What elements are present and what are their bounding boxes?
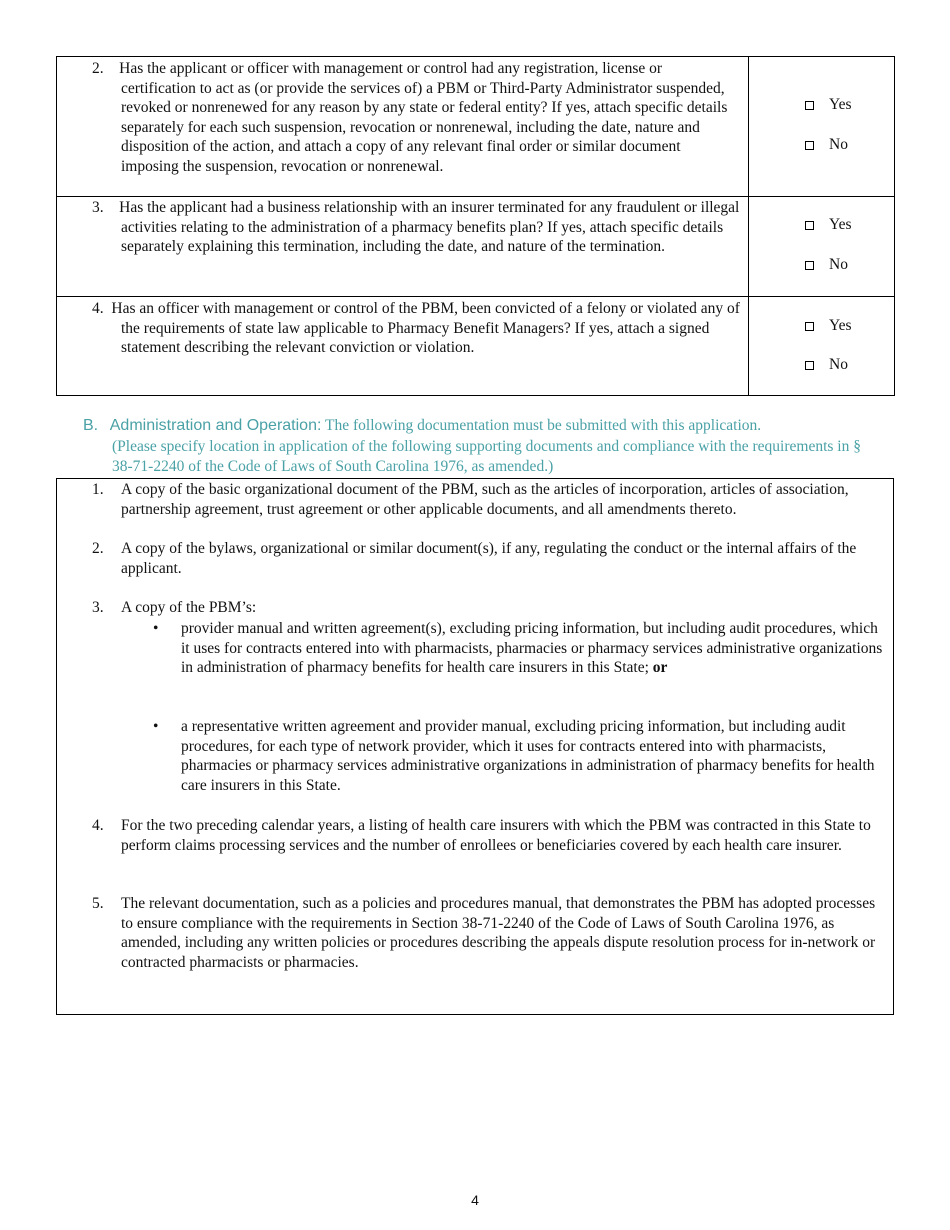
checkbox-icon[interactable] [805, 221, 814, 230]
item-number: 3. [92, 599, 104, 616]
bullet-text: a representative written agreement and provider manual, excluding pricing information, but including audit procedures, for each type of network provider, which it uses for contracts entered into with pharmacists, pharmacies or pharmacy services administrative organizations in administration of pharmacy benefits for health care insurers in this State. [181, 718, 875, 794]
yes-label: Yes [829, 96, 852, 114]
list-item [92, 539, 872, 578]
no-label: No [829, 356, 848, 374]
question-number: 2. [92, 60, 104, 77]
no-option[interactable] [805, 255, 894, 275]
question-row [57, 57, 895, 197]
question-number: 4. [92, 300, 104, 317]
question-text: Has the applicant had a business relationship with an insurer terminated for any fraudulent or illegal activities relating to the administration of a pharmacy benefits plan? If yes, attach specific details separately explaining this termination, including the date, and nature of the termination. [119, 199, 740, 256]
bullet-emphasis: or [652, 659, 668, 677]
item-number: 5. [92, 895, 104, 912]
list-item [92, 480, 886, 519]
section-b-header [83, 416, 883, 478]
checkbox-icon[interactable] [805, 322, 814, 331]
question-item [57, 57, 748, 177]
no-option[interactable] [805, 355, 894, 375]
question-cell [57, 297, 749, 396]
bullet-icon: • [153, 620, 159, 637]
yes-label: Yes [829, 216, 852, 234]
no-label: No [829, 256, 848, 274]
list-item [92, 598, 872, 618]
item-text: The relevant documentation, such as a policies and procedures manual, that demonstrates the PBM has adopted processes to ensure compliance with the requirements in Section 38-71-2240 of the Code of Laws of South Carolina 1976, as amended, including any written policies or procedures describing the appeals dispute resolution process for in-network or contracted pharmacists or pharmacies. [121, 895, 876, 971]
bullet-icon: • [153, 718, 159, 735]
checkbox-icon[interactable] [805, 361, 814, 370]
no-option[interactable] [805, 135, 894, 155]
page-number: 4 [471, 1192, 479, 1208]
item-number: 4. [92, 817, 104, 834]
section-note: (Please specify location in application of the following supporting documents and compliance with the requirements in § 38-71-2240 of the Code of Laws of South Carolina 1976, as amended.) [112, 437, 861, 475]
yes-option[interactable] [805, 215, 894, 235]
checkbox-icon[interactable] [805, 261, 814, 270]
question-text: Has the applicant or officer with management or control had any registration, license or certification to act as (or provide the services of) a PBM or Third-Party Administrator suspended, revoked or nonrenewed for any reason by any state or federal entity? If yes, attach specific details separately for each such suspension, revocation or nonrenewal, including the date, nature and disposition of the action, and attach a copy of any relevant final order or similar document imposing the suspension, revocation or nonrenewal. [119, 60, 728, 175]
yes-option[interactable] [805, 316, 894, 336]
list-item [92, 894, 886, 972]
question-cell [57, 197, 749, 297]
item-number: 1. [92, 481, 104, 498]
yes-label: Yes [829, 317, 852, 335]
question-item [57, 297, 748, 358]
bullet-item [153, 717, 888, 795]
section-intro: The following documentation must be submitted with this application. [325, 417, 762, 434]
section-heading: Administration and Operation: [109, 417, 322, 434]
bullet-item [153, 619, 888, 678]
question-number: 3. [92, 199, 104, 216]
item-number: 2. [92, 540, 104, 557]
questions-table [56, 56, 895, 396]
bullet-text: provider manual and written agreement(s), excluding pricing information, but including audit procedures, which it uses for contracts entered into with pharmacists, pharmacies or pharmacy services administrative organizations in administration of pharmacy benefits for health care insurers in this State; or [181, 620, 883, 677]
answer-cell [749, 297, 895, 396]
item-text: A copy of the basic organizational document of the PBM, such as the articles of incorporation, articles of association, partnership agreement, trust agreement or other applicable documents, and all amendments thereto. [121, 481, 849, 518]
question-text: Has an officer with management or control of the PBM, been convicted of a felony or violated any of the requirements of state law applicable to Pharmacy Benefit Managers? If yes, attach a signed statement describing the relevant conviction or violation. [111, 300, 740, 357]
section-letter: B. [83, 417, 99, 434]
list-item [92, 816, 882, 855]
checkbox-icon[interactable] [805, 101, 814, 110]
no-label: No [829, 136, 848, 154]
answer-cell [749, 57, 895, 197]
documents-list-box [56, 478, 894, 1015]
item-text: A copy of the bylaws, organizational or similar document(s), if any, regulating the conduct or the internal affairs of the applicant. [121, 540, 857, 577]
question-row [57, 197, 895, 297]
checkbox-icon[interactable] [805, 141, 814, 150]
item-text: For the two preceding calendar years, a listing of health care insurers with which the PBM was contracted in this State to perform claims processing services and the number of enrollees or beneficiaries covered by each health care insurer. [121, 817, 871, 854]
question-row [57, 297, 895, 396]
question-cell [57, 57, 749, 197]
item-text: A copy of the PBM’s: [121, 599, 257, 616]
answer-cell [749, 197, 895, 297]
question-item [57, 197, 748, 257]
yes-option[interactable] [805, 95, 894, 115]
